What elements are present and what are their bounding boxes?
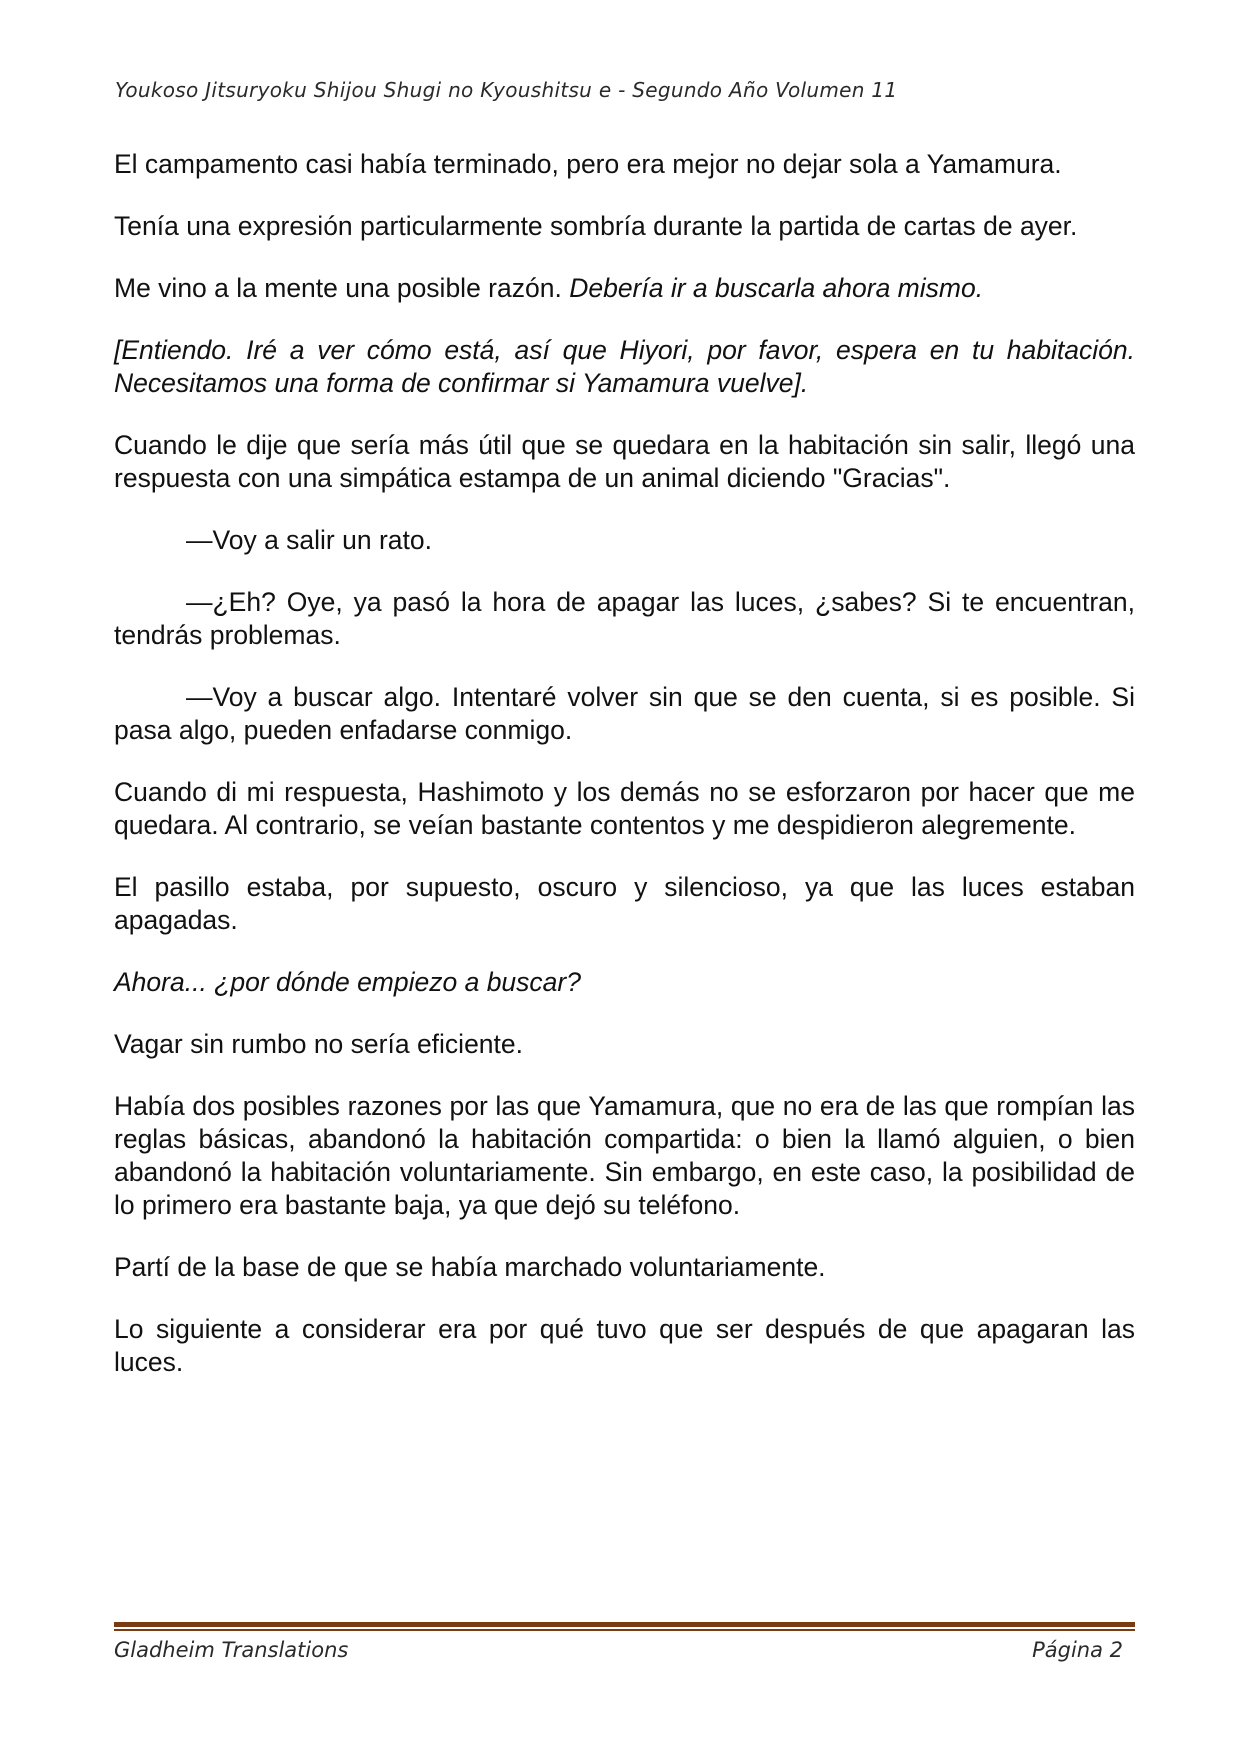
paragraph: Había dos posibles razones por las que Yamamura, que no era de las que rompían las reglas básicas, abandonó la habitación compartida: o bien la llamó alguien, o bien abandonó la habitación voluntariamente. Sin embargo, en este caso, la posibilidad de lo primero era bastante baja, ya que dejó su teléfono. (114, 1091, 1135, 1220)
paragraph: Partí de la base de que se había marchado voluntariamente. (114, 1252, 826, 1282)
dialogue-line: —Voy a buscar algo. Intentaré volver sin que se den cuenta, si es posible. Si pasa algo, pueden enfadarse conmigo. (114, 682, 1135, 745)
paragraph (114, 272, 1135, 305)
paragraph: El campamento casi había terminado, pero era mejor no dejar sola a Yamamura. (114, 149, 1062, 179)
footer-credit: Gladheim Translations (114, 1638, 349, 1662)
dialogue-line: —¿Eh? Oye, ya pasó la hora de apagar las luces, ¿sabes? Si te encuentran, tendrás problemas. (114, 587, 1135, 650)
paragraph: Tenía una expresión particularmente sombría durante la partida de cartas de ayer. (114, 211, 1078, 241)
page-number: Página 2 (1032, 1638, 1123, 1662)
paragraph: Cuando le dije que sería más útil que se quedara en la habitación sin salir, llegó una respuesta con una simpática estampa de un animal diciendo "Gracias". (114, 430, 1135, 493)
italic-thought: Ahora... ¿por dónde empiezo a buscar? (114, 967, 581, 997)
running-header: Youkoso Jitsuryoku Shijou Shugi no Kyoushitsu e - Segundo Año Volumen 11 (115, 78, 898, 102)
paragraph-text: Me vino a la mente una posible razón. (114, 273, 562, 303)
paragraph: Cuando di mi respuesta, Hashimoto y los demás no se esforzaron por hacer que me quedara. Al contrario, se veían bastante contentos y me despidieron alegremente. (114, 777, 1135, 840)
footer-divider-thick (114, 1622, 1135, 1627)
page-body (114, 148, 1135, 1408)
paragraph: Lo siguiente a considerar era por qué tuvo que ser después de que apagaran las luces. (114, 1314, 1135, 1377)
footer-divider-thin (114, 1629, 1135, 1631)
paragraph: Vagar sin rumbo no sería eficiente. (114, 1029, 524, 1059)
italic-thought: Debería ir a buscarla ahora mismo. (569, 273, 984, 303)
message-text: [Entiendo. Iré a ver cómo está, así que Hiyori, por favor, espera en tu habitación. Necesitamos una forma de confirmar si Yamamura vuelve]. (114, 335, 1135, 398)
paragraph: El pasillo estaba, por supuesto, oscuro y silencioso, ya que las luces estaban apagadas. (114, 872, 1135, 935)
footer-divider (114, 1622, 1135, 1631)
dialogue-line: —Voy a salir un rato. (186, 525, 432, 555)
